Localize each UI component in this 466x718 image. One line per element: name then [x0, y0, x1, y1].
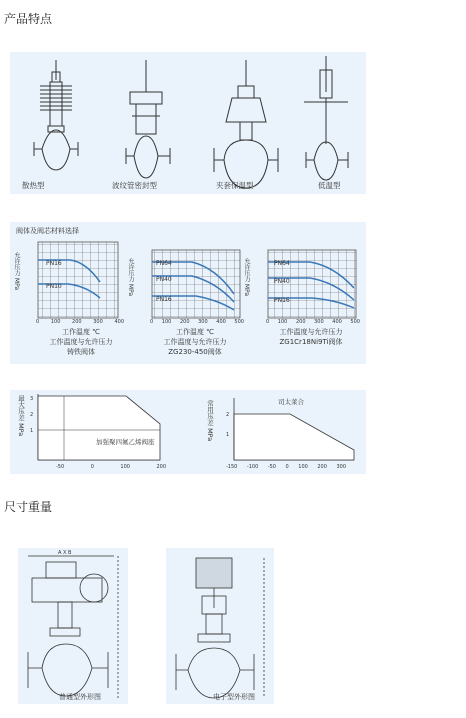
xtick: -100 [246, 464, 259, 470]
xtick: 300 [336, 464, 346, 470]
chart-2-xticks [150, 319, 244, 325]
series-label: PN16 [156, 296, 172, 303]
chart-2-xlabel: 工作温度 ℃ [175, 328, 215, 336]
range-b-region-label: 司太莱合 [278, 398, 304, 406]
ytick: 3 [30, 396, 34, 402]
drawing-electronic-svg [166, 548, 274, 704]
xtick: 0 [90, 464, 94, 470]
series-label: PN40 [274, 278, 290, 285]
xtick: 300 [93, 319, 103, 325]
valve-type-label: 夹套保温型 [216, 181, 254, 190]
chart-1-ylabel: 允许压力 MPa [13, 252, 20, 291]
drawing-standard [18, 548, 128, 704]
drawing-standard-svg [18, 548, 128, 704]
xtick: 500 [234, 319, 244, 325]
chart-1-grid [38, 242, 118, 318]
drawing-electronic [166, 548, 274, 704]
chart-2-caption: 工作温度与允许压力 [163, 338, 227, 346]
features-title: 产品特点 [4, 12, 53, 26]
xtick: -150 [226, 464, 238, 470]
xtick: 0 [285, 464, 289, 470]
material-title: 阀体及阀芯材料选择 [16, 227, 79, 235]
range-b-xticks [226, 464, 346, 470]
series-label: PN16 [46, 260, 62, 267]
chart-3-ylabel: 允许压力 MPa [243, 258, 250, 297]
dim-label: A X B [58, 550, 72, 556]
material-charts [10, 236, 366, 330]
xtick: 0 [36, 319, 40, 325]
xtick: 100 [277, 319, 288, 325]
xtick: 0 [266, 319, 270, 325]
chart-1-caption: 工作温度与允许压力 [49, 338, 113, 346]
series-label: PN10 [46, 283, 62, 290]
xtick: 400 [114, 319, 124, 325]
xtick: 100 [161, 319, 172, 325]
chart-3-caption: 工作温度与允许压力 [279, 328, 343, 336]
dimensions-title: 尺寸重量 [4, 500, 53, 514]
series-label: PN64 [274, 260, 290, 267]
chart-2-ylabel: 允许压力 MPa [127, 258, 134, 297]
xtick: 400 [216, 319, 226, 325]
chart-2-caption2: ZG230-450阀体 [168, 348, 222, 356]
chart-3-xticks [266, 319, 360, 325]
range-charts [10, 390, 366, 474]
chart-3-caption2: ZG1Cr18Ni9Ti阀体 [279, 338, 343, 346]
xtick: 100 [50, 319, 61, 325]
chart-1-caption2: 铸铁阀体 [67, 348, 95, 356]
xtick: 400 [332, 319, 342, 325]
xtick: 200 [179, 319, 190, 325]
range-b-ylabel: 常用压差 MPa [206, 400, 214, 442]
xtick: 100 [120, 464, 130, 470]
ytick: 1 [30, 428, 34, 434]
xtick: 300 [198, 319, 208, 325]
valve-type-label: 低温型 [318, 181, 341, 190]
xtick: -50 [56, 464, 65, 470]
range-a-region-label: 加强聚四氟乙烯阀座 [96, 438, 155, 446]
xtick: 0 [150, 319, 154, 325]
range-b-region [234, 414, 354, 460]
drawing-electronic-caption: 电子型外形图 [213, 693, 255, 701]
xtick: 200 [156, 464, 166, 470]
drawing-standard-caption: 普通型外形图 [59, 693, 101, 701]
range-panel [10, 390, 366, 474]
ytick: 2 [226, 412, 230, 418]
range-a-region [38, 396, 160, 460]
valve-drawings [10, 52, 366, 194]
xtick: 100 [298, 464, 308, 470]
valve-type-label: 波纹管密封型 [112, 181, 157, 190]
ytick: 2 [30, 412, 34, 418]
chart-1-xticks [36, 319, 124, 325]
range-a-xticks [56, 464, 166, 470]
valve-type-label: 散热型 [22, 181, 45, 190]
xtick: -50 [267, 464, 276, 470]
series-label: PN64 [156, 260, 172, 267]
xtick: 500 [350, 319, 360, 325]
ytick: 1 [226, 432, 230, 438]
series-label: PN40 [156, 276, 172, 283]
valve-types-panel [10, 52, 366, 194]
xtick: 200 [317, 464, 327, 470]
series-label: PN16 [274, 297, 290, 304]
xtick: 200 [72, 319, 82, 325]
chart-1-xlabel: 工作温度 ℃ [61, 328, 101, 336]
range-a-ylabel: 最大压差 MPa [17, 395, 25, 437]
xtick: 300 [314, 319, 324, 325]
xtick: 200 [295, 319, 306, 325]
